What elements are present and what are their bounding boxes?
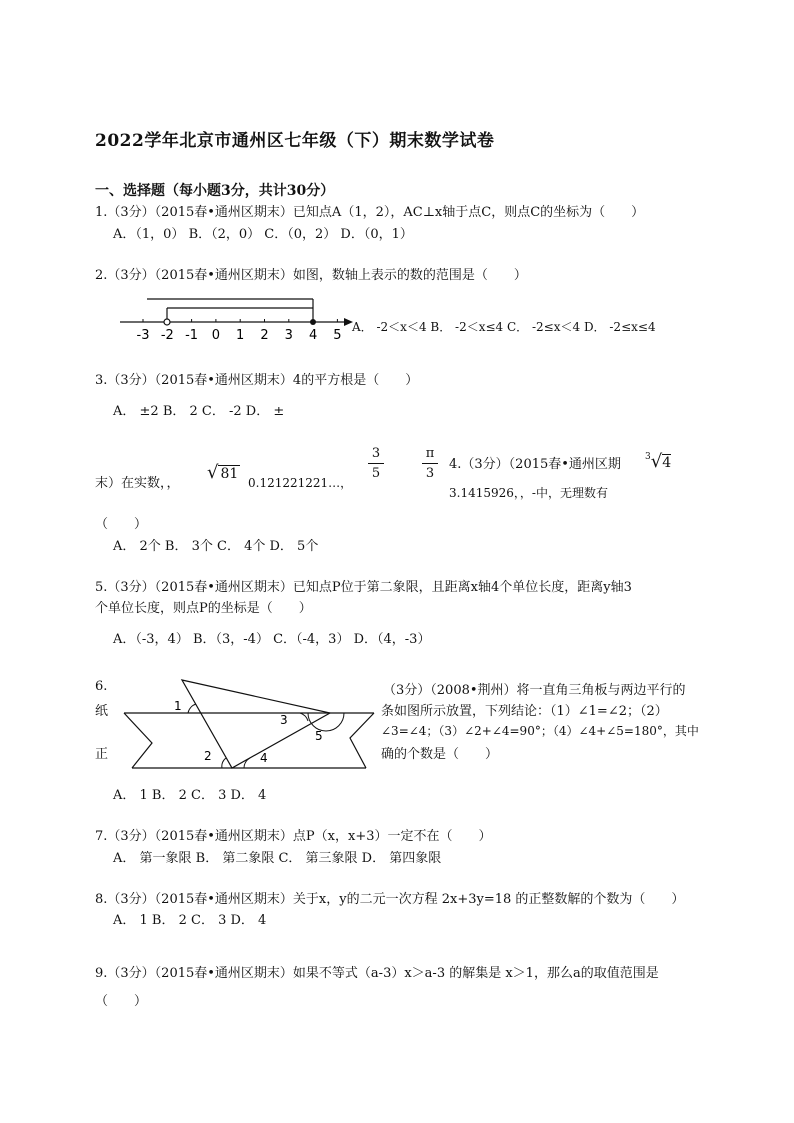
radical-icon: √ — [650, 451, 663, 472]
question-6-line3: ∠3=∠4；（3）∠2+∠4=90°；（4）∠4+∠5=180°，其中 — [381, 724, 699, 738]
axis-tick-label: -2 — [160, 328, 174, 343]
question-5-line1: 5.（3分）（2015春•通州区期末）已知点P位于第二象限，且距离x轴4个单位长度，距离y轴3 — [95, 580, 632, 595]
question-8-options: A． 1 B． 2 C． 3 D． 4 — [113, 913, 267, 928]
axis-tick-label: -1 — [185, 328, 199, 343]
cube-root-4: $^3$√4 — [645, 451, 672, 472]
sqrt-81: √ 81 — [207, 462, 239, 483]
question-3-options: A． ±2 B． 2 C． -2 D． ± — [113, 404, 285, 419]
axis-tick-label: 1 — [236, 328, 245, 343]
axis-tick-labels — [137, 328, 342, 343]
question-5-line2: 个单位长度，则点P的坐标是（ ） — [95, 601, 312, 616]
closed-endpoint — [310, 319, 316, 325]
question-2-options: A． -2＜x＜4 B． -2＜x≤4 C． -2≤x＜4 D． -2≤x≤4 — [352, 320, 656, 334]
decimal-value: 0.121221221…， — [248, 476, 353, 490]
number-line-figure — [115, 290, 355, 345]
question-9-text: 9.（3分）（2015春•通州区期末）如果不等式（a-3）x＞a-3 的解集是 x＞1，那么a的取值范围是 — [95, 966, 659, 981]
question-4-paren: （ ） — [95, 517, 148, 532]
angle-1-arc — [188, 704, 196, 713]
question-6-options: A． 1 B． 2 C． 3 D． 4 — [113, 788, 267, 803]
question-4-start: 末）在实数，， — [95, 476, 180, 491]
question-6-left1: 纸 — [95, 704, 109, 719]
angle-label-4: 4 — [260, 751, 268, 765]
question-7-text: 7.（3分）（2015春•通州区期末）点P（x，x+3）一定不在（ ） — [95, 829, 492, 844]
fraction-3-5: 3 5 — [368, 446, 384, 481]
question-1-text: 1.（3分）（2015春•通州区期末）已知点A（1，2），AC⊥x轴于点C，则点C的坐标为（ ） — [95, 205, 645, 220]
question-3-text: 3.（3分）（2015春•通州区期末）4的平方根是（ ） — [95, 373, 419, 388]
question-6-left2: 正 — [95, 747, 109, 762]
question-6-line1: （3分）（2008•荆州）将一直角三角板与两边平行的 — [383, 683, 686, 698]
radical-icon: √ — [207, 462, 219, 483]
question-6-line2: 条如图所示放置，下列结论：（1）∠1=∠2；（2） — [381, 704, 668, 719]
angle-label-1: 1 — [174, 699, 182, 713]
question-6-number: 6. — [95, 679, 108, 694]
section-heading: 一、选择题（每小题3分，共计30分） — [95, 183, 335, 199]
axis-tick-label: 5 — [333, 328, 342, 343]
question-2-text: 2.（3分）（2015春•通州区期末）如图，数轴上表示的数的范围是（ ） — [95, 268, 527, 283]
axis-tick-label: 0 — [211, 328, 221, 343]
axis-tick-label: 2 — [260, 328, 269, 343]
angle-2-arc — [222, 758, 226, 768]
axis-tick-label: 4 — [308, 328, 318, 343]
angle-label-5: 5 — [315, 729, 323, 743]
axis-tick-label: 3 — [284, 328, 293, 343]
angle-3-arc — [300, 713, 308, 721]
question-4-line2: 3.1415926，，-中，无理数有 — [449, 486, 608, 500]
page-title: 2022学年北京市通州区七年级（下）期末数学试卷 — [95, 131, 495, 151]
question-7-options: A． 第一象限 B． 第二象限 C． 第三象限 D． 第四象限 — [113, 851, 442, 866]
axis-tick-label: -3 — [136, 328, 150, 343]
angle-label-3: 3 — [280, 713, 288, 727]
question-9-paren: （ ） — [95, 994, 148, 1009]
question-1-options: A．（1，0） B．（2，0） C．（0，2） D．（0，1） — [113, 227, 413, 242]
strip-left-zigzag — [124, 713, 152, 768]
open-endpoint — [164, 319, 170, 325]
angle-label-2: 2 — [204, 749, 212, 763]
question-4-head: 4.（3分）（2015春•通州区期 — [449, 457, 621, 472]
fraction-pi-3: π 3 — [422, 446, 438, 481]
question-8-text: 8.（3分）（2015春•通州区期末）关于x，y的二元一次方程 2x+3y=18 的正整数解的个数为（ ） — [95, 892, 685, 907]
strip-right-zigzag — [350, 713, 374, 768]
triangle-strip-figure — [118, 668, 380, 776]
question-6-line4: 确的个数是（ ） — [381, 747, 499, 762]
question-5-options: A．（-3，4） B．（3，-4） C．（-4，3） D．（4，-3） — [113, 632, 431, 647]
question-4-options: A． 2个 B． 3个 C． 4个 D． 5个 — [113, 539, 319, 554]
